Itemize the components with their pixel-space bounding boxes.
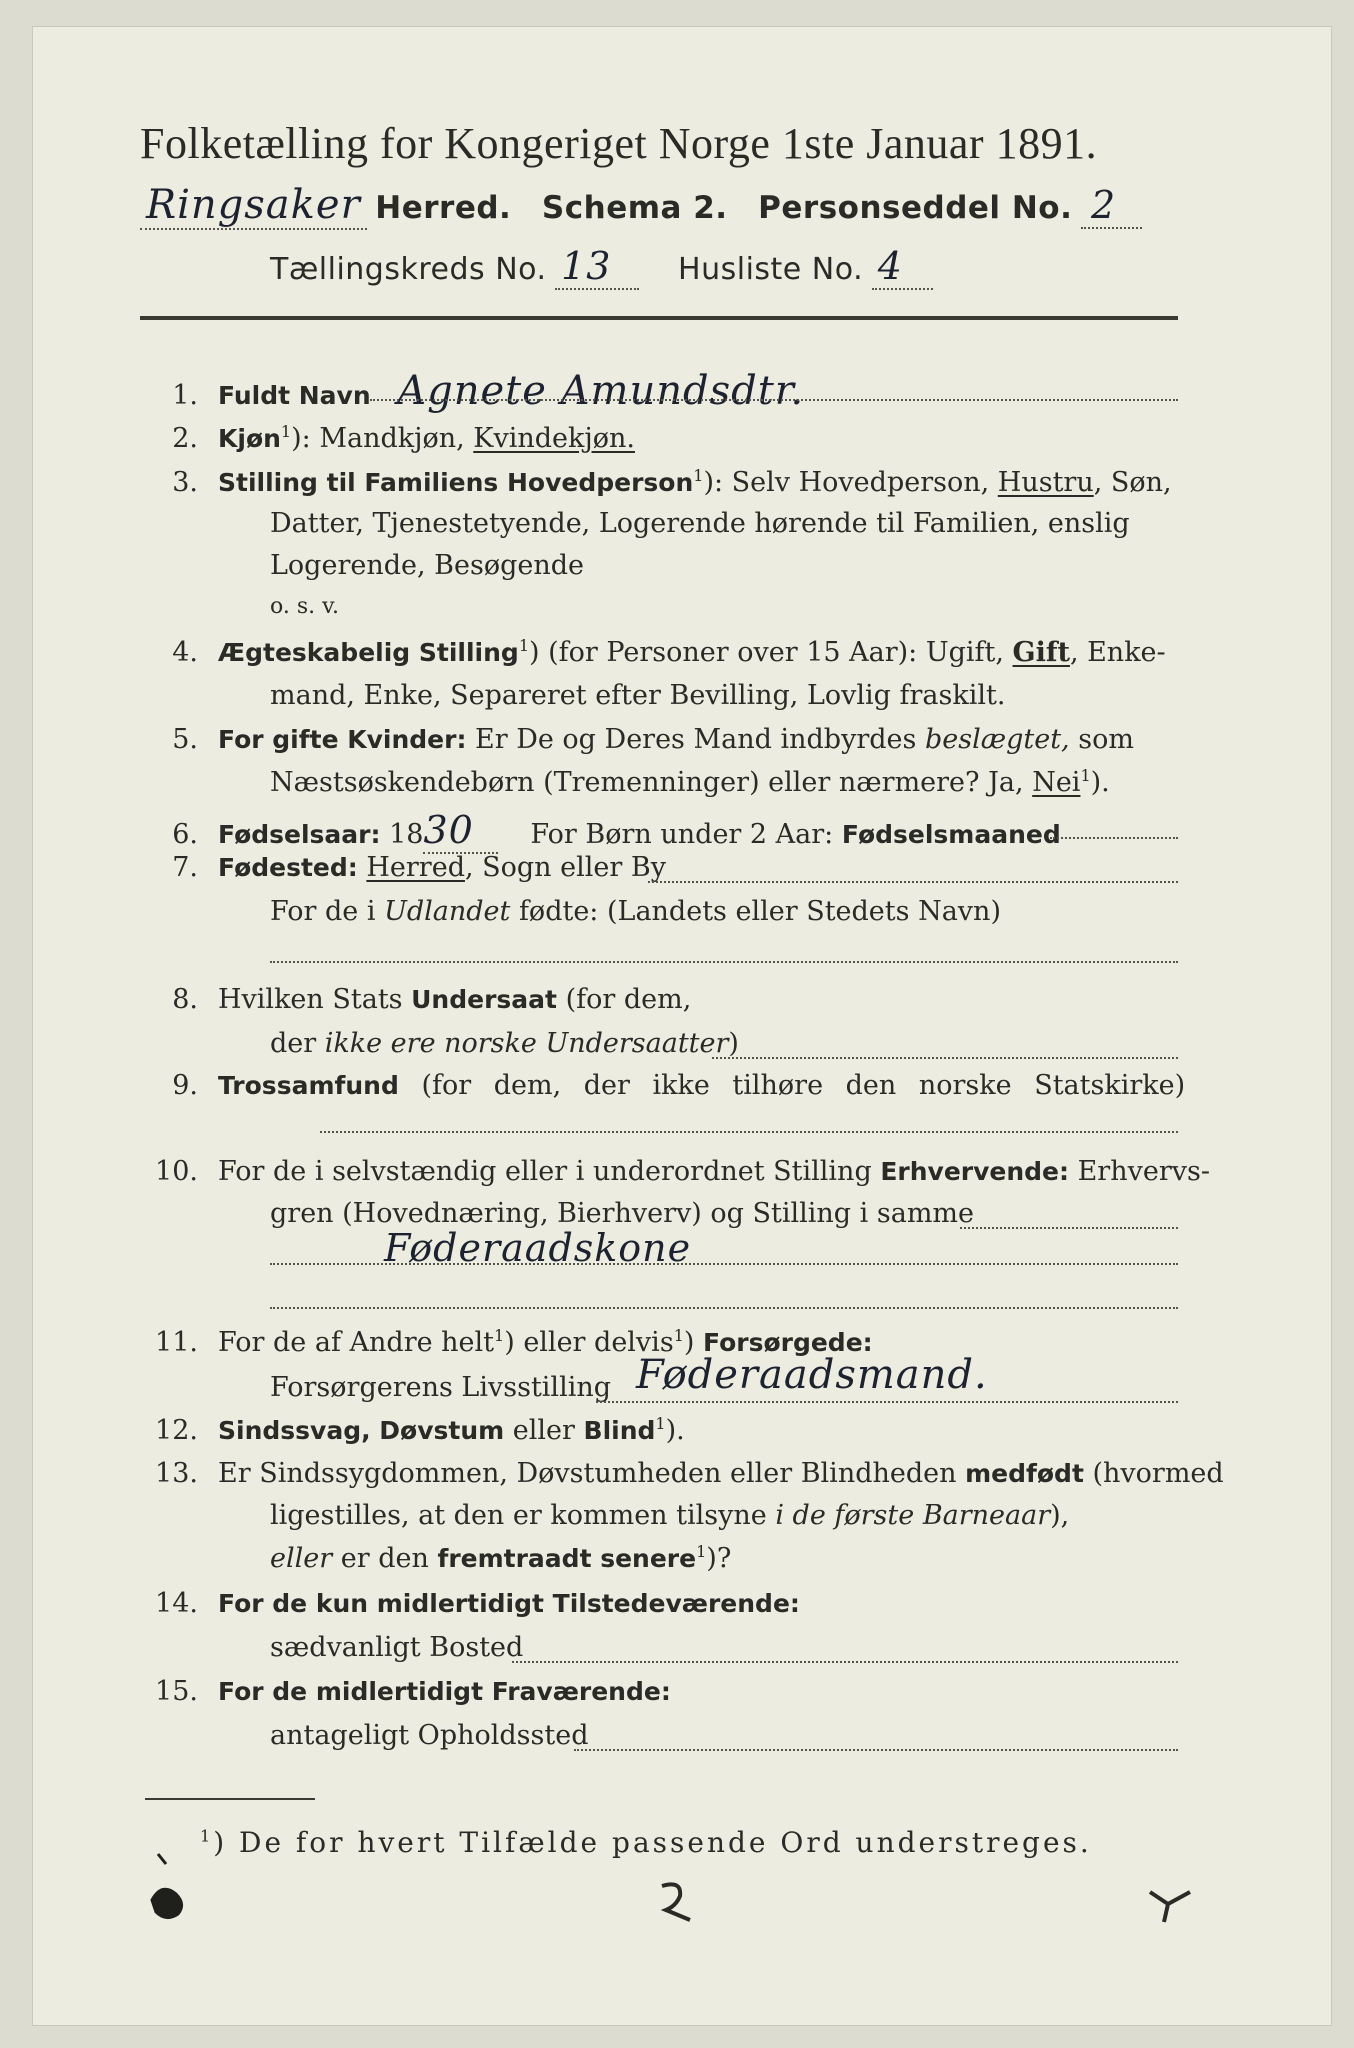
- q14-label: For de kun midlertidigt Tilstedeværende:: [218, 1589, 800, 1618]
- q7-line-2: [270, 896, 1001, 927]
- q8-line-2-end: ): [728, 1028, 739, 1059]
- q7-number: 7.: [172, 852, 198, 883]
- question-8: [140, 984, 691, 1015]
- q2-text: ): Mandkjøn,: [291, 423, 474, 454]
- q9-label: Trossamfund: [218, 1071, 399, 1100]
- q13-italic-text: i de første Barneaar: [775, 1500, 1051, 1531]
- q8-italic-text: ikke ere norske Undersaatter: [324, 1028, 729, 1059]
- q12-label: Sindssvag, Døvstum: [218, 1416, 505, 1445]
- q6-answer-year: 30: [423, 808, 497, 854]
- q6-number: 6.: [172, 819, 198, 850]
- q9-number: 9.: [172, 1070, 198, 1101]
- q5-underlined-choice: Nei: [1032, 767, 1081, 798]
- q10-text-a: For de i selvstændig eller i underordnet Stilling: [218, 1156, 881, 1187]
- q1-answer-line: [370, 398, 1178, 401]
- q7-underlined-choice: Herred: [366, 852, 465, 883]
- q11-number: 11.: [155, 1327, 198, 1358]
- q2-footnote-ref: 1: [280, 422, 292, 441]
- q3-label: Stilling til Familiens Hovedperson: [218, 468, 694, 497]
- footnote: [200, 1826, 1092, 1859]
- q7-italic-text: Udlandet: [384, 896, 511, 927]
- q2-number: 2.: [172, 423, 198, 454]
- q3-underlined-choice: Hustru: [997, 467, 1094, 498]
- q8-line-2: [270, 1028, 739, 1059]
- q5-text-a: Er De og Deres Mand indbyrdes: [466, 724, 925, 755]
- q7-line-2-text: For de i: [270, 896, 385, 927]
- header-rule: [140, 316, 1178, 320]
- q1-label: Fuldt Navn: [218, 381, 371, 410]
- question-4: [140, 636, 1166, 668]
- q7-label: Fødested:: [218, 853, 358, 882]
- q13-line-3-text: er den: [332, 1543, 438, 1574]
- q1-number: 1.: [172, 380, 198, 411]
- q10-answer-line: [270, 1262, 1178, 1265]
- tick-mark: [1146, 1886, 1196, 1926]
- q14-number: 14.: [155, 1588, 198, 1619]
- q10-label: Erhvervende:: [880, 1157, 1070, 1186]
- q15-answer-line: [574, 1748, 1178, 1751]
- herred-handwritten: Ringsaker: [140, 182, 367, 230]
- q8-text-b: (for dem,: [556, 984, 692, 1015]
- pencil-mark: [656, 1878, 706, 1928]
- q10-line-2: gren (Hovednæring, Bierhverv) og Stilling i samme: [270, 1198, 975, 1229]
- q2-underlined-choice: Kvindekjøn.: [473, 423, 635, 454]
- q15-line-2: antageligt Opholdssted: [270, 1720, 589, 1751]
- question-10: [140, 1156, 1210, 1187]
- q12-text-end: ).: [665, 1415, 685, 1446]
- q5-text-b: som: [1069, 724, 1134, 755]
- q4-text-b: , Enke-: [1069, 637, 1166, 668]
- q13-text-b: (hvormed: [1083, 1458, 1224, 1489]
- question-12: [140, 1414, 685, 1446]
- question-14: [140, 1588, 800, 1619]
- q7-text: , Sogn eller By: [464, 852, 666, 883]
- q13-line-2-text: ligestilles, at den er kommen tilsyne: [270, 1500, 776, 1531]
- question-3: [140, 466, 1172, 498]
- q13-text-a: Er Sindssygdommen, Døvstumheden eller Blindheden: [218, 1458, 966, 1489]
- q10-line-2-dots: [960, 1226, 1178, 1229]
- q11-footnote-ref: 1: [494, 1326, 505, 1345]
- q10-number: 10.: [155, 1156, 198, 1187]
- question-6: [140, 808, 1061, 852]
- ink-blot-mark: [148, 1850, 198, 1930]
- husliste-no: 4: [872, 244, 933, 290]
- personseddel-label: Personseddel No.: [758, 190, 1073, 226]
- question-15: [140, 1676, 671, 1707]
- q11-line-2: Forsørgerens Livsstilling: [270, 1372, 612, 1403]
- q3-line-4: o. s. v.: [270, 594, 339, 619]
- q3-text-b: , Søn,: [1093, 467, 1172, 498]
- q11-answer-provider: Føderaadsmand.: [636, 1352, 988, 1398]
- q5-footnote-ref: 1: [1080, 766, 1091, 785]
- q8-answer-line: [712, 1056, 1178, 1059]
- q12-number: 12.: [155, 1415, 198, 1446]
- q3-number: 3.: [172, 467, 198, 498]
- herred-label: Herred.: [375, 190, 512, 226]
- question-1: [140, 368, 804, 414]
- q13-line-3-end: )?: [706, 1543, 732, 1574]
- footnote-marker: 1: [200, 1826, 214, 1846]
- q8-text-a: Hvilken Stats: [218, 984, 412, 1015]
- q6-label: Fødselsaar:: [218, 820, 381, 849]
- q13-line-3: [270, 1542, 731, 1574]
- q11-answer-line: [596, 1400, 1178, 1403]
- q14-line-2: sædvanligt Bosted: [270, 1632, 524, 1663]
- q9-answer-line: [320, 1130, 1178, 1133]
- q10-text-b: Erhvervs-: [1069, 1156, 1210, 1187]
- q13-label: medfødt: [965, 1459, 1084, 1488]
- question-2: [140, 422, 635, 454]
- q14-answer-line: [512, 1660, 1178, 1663]
- taellingskreds-no: 13: [555, 244, 639, 290]
- census-form-sheet: [32, 26, 1332, 2026]
- q5-italic-text: beslægtet,: [924, 724, 1070, 755]
- q7-line-2-end: fødte: (Landets eller Stedets Navn): [510, 896, 1001, 927]
- q6-year-prefix: 18: [380, 819, 424, 850]
- q6-label-b: Fødselsmaaned: [841, 820, 1061, 849]
- form-title: Folketælling for Kongeriget Norge 1ste Januar 1891.: [140, 119, 1098, 168]
- question-9: [140, 1070, 1185, 1101]
- q8-label: Undersaat: [411, 985, 557, 1014]
- q11-text-a: For de af Andre helt: [218, 1327, 495, 1358]
- q9-text: (for dem, der ikke tilhøre den norske Statskirke): [398, 1070, 1186, 1101]
- q2-label: Kjøn: [218, 424, 281, 453]
- q4-text-a: ) (for Personer over 15 Aar): Ugift,: [529, 637, 1013, 668]
- q8-line-2-text: der: [270, 1028, 325, 1059]
- schema-label: Schema 2.: [541, 190, 728, 226]
- personseddel-no: 2: [1081, 183, 1142, 229]
- header-kreds-line: [270, 244, 933, 288]
- q11-text-b: ) eller delvis: [504, 1327, 674, 1358]
- question-7: [140, 852, 666, 883]
- q3-text-a: ): Selv Hovedperson,: [703, 467, 998, 498]
- q6-answer-line: [1050, 836, 1178, 839]
- header-herred-line: [140, 182, 1142, 228]
- q5-line-2: [270, 766, 1110, 798]
- q7-answer-line: [648, 880, 1178, 883]
- q13-line-3-bold: fremtraadt senere: [437, 1544, 697, 1573]
- footnote-text: ) De for hvert Tilfælde passende Ord understreges.: [213, 1826, 1092, 1859]
- q3-line-3: Logerende, Besøgende: [270, 550, 584, 581]
- q1-answer-name: Agnete Amundsdtr.: [397, 368, 805, 414]
- q10-answer-line-2: [270, 1306, 1178, 1309]
- q7-answer-line-2: [270, 960, 1178, 963]
- q12-label-b: Blind: [583, 1416, 656, 1445]
- footnote-rule: [145, 1798, 315, 1800]
- q5-line-2-text: Næstsøskendebørn (Tremenninger) eller nærmere? Ja,: [270, 767, 1033, 798]
- q13-line-2: [270, 1500, 1069, 1531]
- q4-footnote-ref: 1: [518, 636, 530, 655]
- q15-number: 15.: [155, 1676, 198, 1707]
- q15-label: For de midlertidigt Fraværende:: [218, 1677, 671, 1706]
- question-13: [140, 1458, 1224, 1489]
- q4-underlined-choice: Gift: [1012, 637, 1070, 668]
- q11-footnote-ref-2: 1: [673, 1326, 684, 1345]
- q13-line-2-end: ),: [1050, 1500, 1070, 1531]
- q13-footnote-ref: 1: [696, 1542, 707, 1561]
- q4-label: Ægteskabelig Stilling: [218, 638, 519, 667]
- q12-text: eller: [504, 1415, 584, 1446]
- q3-line-2: Datter, Tjenestetyende, Logerende hørende til Familien, enslig: [270, 508, 1130, 539]
- q5-label: For gifte Kvinder:: [218, 725, 467, 754]
- q8-number: 8.: [172, 984, 198, 1015]
- q10-answer-occupation: Føderaadskone: [384, 1226, 692, 1270]
- question-5: [140, 724, 1134, 755]
- q13-number: 13.: [155, 1458, 198, 1489]
- q6-text: For Børn under 2 Aar:: [530, 819, 834, 850]
- husliste-label: Husliste No.: [678, 252, 864, 287]
- q5-line-2-end: ).: [1090, 767, 1110, 798]
- q4-line-2: mand, Enke, Separeret efter Bevilling, Lovlig fraskilt.: [270, 680, 1006, 711]
- q5-number: 5.: [172, 724, 198, 755]
- q12-footnote-ref: 1: [655, 1414, 666, 1433]
- q4-number: 4.: [172, 637, 198, 668]
- q11-text-c: ): [683, 1327, 703, 1358]
- q3-footnote-ref: 1: [693, 466, 704, 485]
- q11-label: Forsørgede:: [703, 1328, 873, 1357]
- taellingskreds-label: Tællingskreds No.: [270, 252, 547, 287]
- q13-line-3-italic: eller: [270, 1543, 333, 1574]
